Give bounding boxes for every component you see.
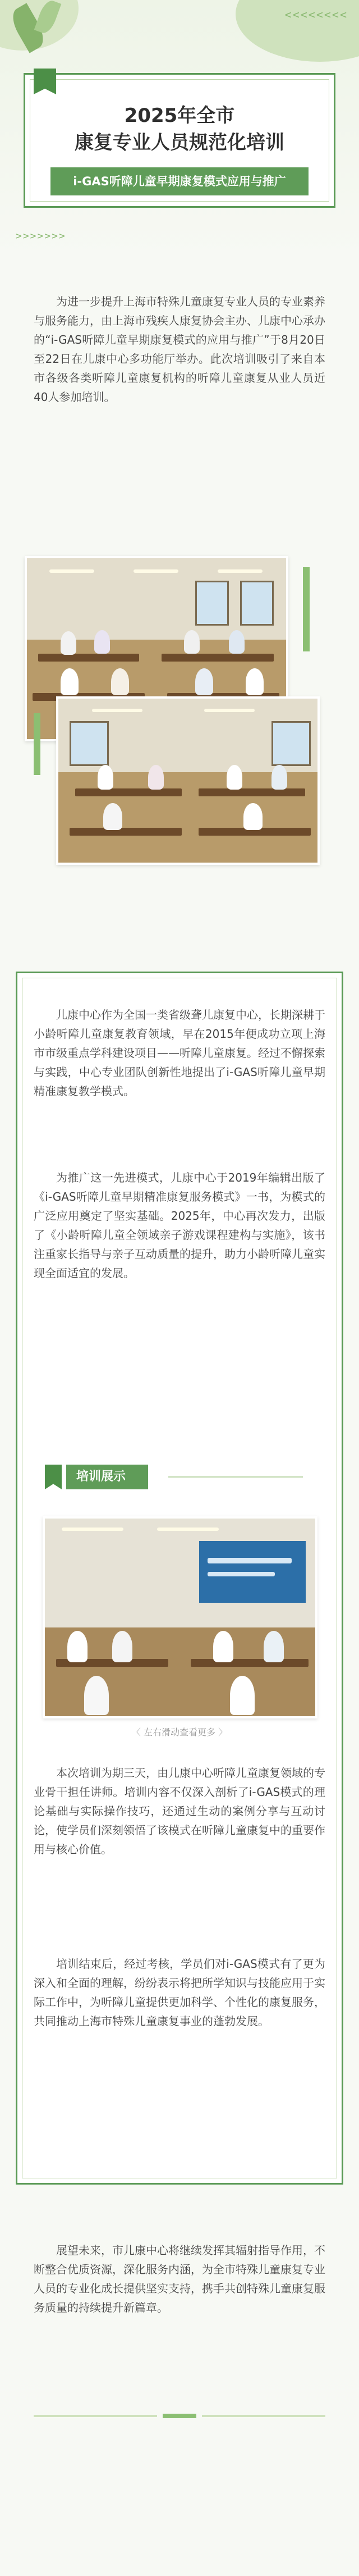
decorative-bar — [34, 713, 40, 775]
bookmark-icon — [45, 1465, 62, 1489]
title-line-2: 康复专业人员规范化培训 — [75, 131, 284, 154]
section2-paragraph-2: 培训结束后，经过考核，学员们对i-GAS模式有了更为深入和全面的理解，纷纷表示将把所学知识与技能应用于实际工作中，为听障儿童提供更加科学、个性化的康复服务，共同推动上海市特殊儿童康复事业的蓬勃发展。 — [34, 1957, 325, 2028]
training-photo-3[interactable] — [43, 1516, 317, 1718]
swipe-hint: 〈 左右滑动查看更多 〉 — [131, 1727, 228, 1738]
title-line-1: 2025年全市 — [124, 104, 235, 127]
section-heading — [45, 1465, 148, 1489]
divider — [163, 2414, 196, 2418]
section2-paragraph-1: 本次培训为期三天，由儿康中心听障儿童康复领域的专业骨干担任讲师。培训内容不仅深入剖析了i-GAS模式的理论基础与实际操作技巧，还通过生动的案例分享与互动讨论，使学员们深刻领悟了该模式在听障儿童康复中的重要作用与核心价值。 — [34, 1766, 325, 1856]
section1-paragraph-2: 为推广这一先进模式，儿康中心于2019年编辑出版了《i-GAS听障儿童早期精准康复服务模式》一书，为模式的广泛应用奠定了坚实基础。2025年，中心再次发力，出版了《小龄听障儿童全领域亲子游戏课程建构与实施》，该书注重家长指导与亲子互动质量的提升，助力小龄听障儿童实现全面适宜的发展。 — [34, 1171, 325, 1280]
header-banner — [0, 0, 359, 258]
page-title — [24, 102, 335, 156]
chevron-decoration: >>>>>>> — [16, 230, 66, 242]
intro-paragraph: 为进一步提升上海市特殊儿童康复专业人员的专业素养与服务能力，由上海市残疾人康复协会主办、儿康中心承办的“i-GAS听障儿童早期康复模式的应用与推广”于8月20日至22日在儿康中心多功能厅举办。此次培训吸引了来自本市各级各类听障儿童康复机构的听障儿童康复从业人员近40人参加培训。 — [34, 295, 325, 404]
divider — [202, 2415, 325, 2417]
section-heading-label: 培训展示 — [66, 1465, 148, 1489]
divider — [34, 2415, 157, 2417]
section1-paragraph-1: 儿康中心作为全国一类省级聋儿康复中心，长期深耕于小龄听障儿童康复教育领域，早在2015年便成功立项上海市市级重点学科建设项目——听障儿童康复。经过不懈探索与实践，中心专业团队创新性地提出了i-GAS听障儿童早期精准康复教学模式。 — [34, 1008, 325, 1098]
divider — [168, 1476, 303, 1478]
chevron-decoration: <<<<<<<< — [284, 8, 348, 21]
decorative-bar — [303, 567, 310, 651]
page-subtitle: i-GAS听障儿童早期康复模式应用与推广 — [50, 167, 309, 195]
training-photo-2[interactable] — [56, 696, 320, 865]
closing-paragraph: 展望未来，市儿康中心将继续发挥其辐射指导作用，不断整合优质资源，深化服务内涵，为全市特殊儿童康复专业人员的专业化成长提供坚实支持，携手共创特殊儿童康复服务质量的持续提升新篇章。 — [34, 2244, 325, 2314]
